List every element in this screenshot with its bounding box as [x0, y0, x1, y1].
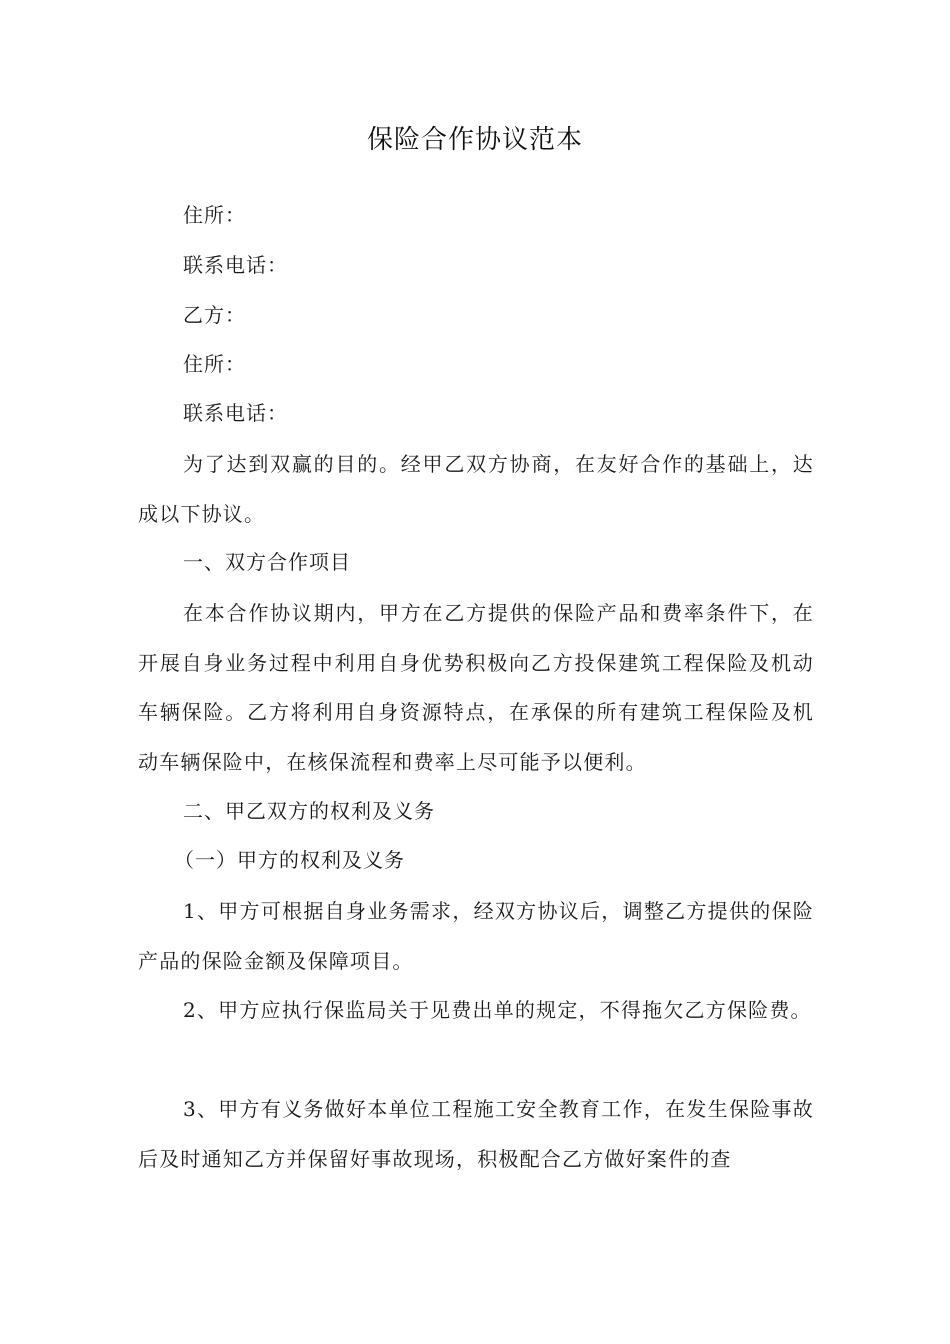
clause-2: 2、甲方应执行保监局关于见费出单的规定，不得拖欠乙方保险费。 — [183, 998, 812, 1022]
section2-subheading-party-a: （一）甲方的权利及义务 — [174, 848, 405, 872]
clause-1: 1、甲方可根据自身业务需求，经双方协议后，调整乙方提供的保险产品的保险金额及保障项目。 — [138, 899, 814, 973]
party-b-phone-field: 联系电话： — [183, 401, 288, 425]
section1-heading: 一、双方合作项目 — [183, 550, 351, 574]
party-b-field: 乙方： — [183, 303, 246, 327]
party-a-phone-field: 联系电话： — [183, 253, 288, 277]
clause-3: 3、甲方有义务做好本单位工程施工安全教育工作，在发生保险事故后及时通知乙方并保留好事故现场，积极配合乙方做好案件的查 — [138, 1097, 814, 1171]
intro-paragraph: 为了达到双赢的目的。经甲乙双方协商，在友好合作的基础上，达成以下协议。 — [138, 452, 814, 526]
party-b-address-field: 住所： — [183, 352, 246, 376]
section2-heading: 二、甲乙双方的权利及义务 — [183, 799, 435, 823]
document-title: 保险合作协议范本 — [366, 125, 583, 155]
party-a-address-field: 住所： — [183, 203, 246, 227]
section1-body: 在本合作协议期内，甲方在乙方提供的保险产品和费率条件下，在开展自身业务过程中利用自身优势积极向乙方投保建筑工程保险及机动车辆保险。乙方将利用自身资源特点，在承保的所有建筑工程保险及机动车辆保险中，在核保流程和费率上尽可能予以便利。 — [138, 601, 814, 774]
